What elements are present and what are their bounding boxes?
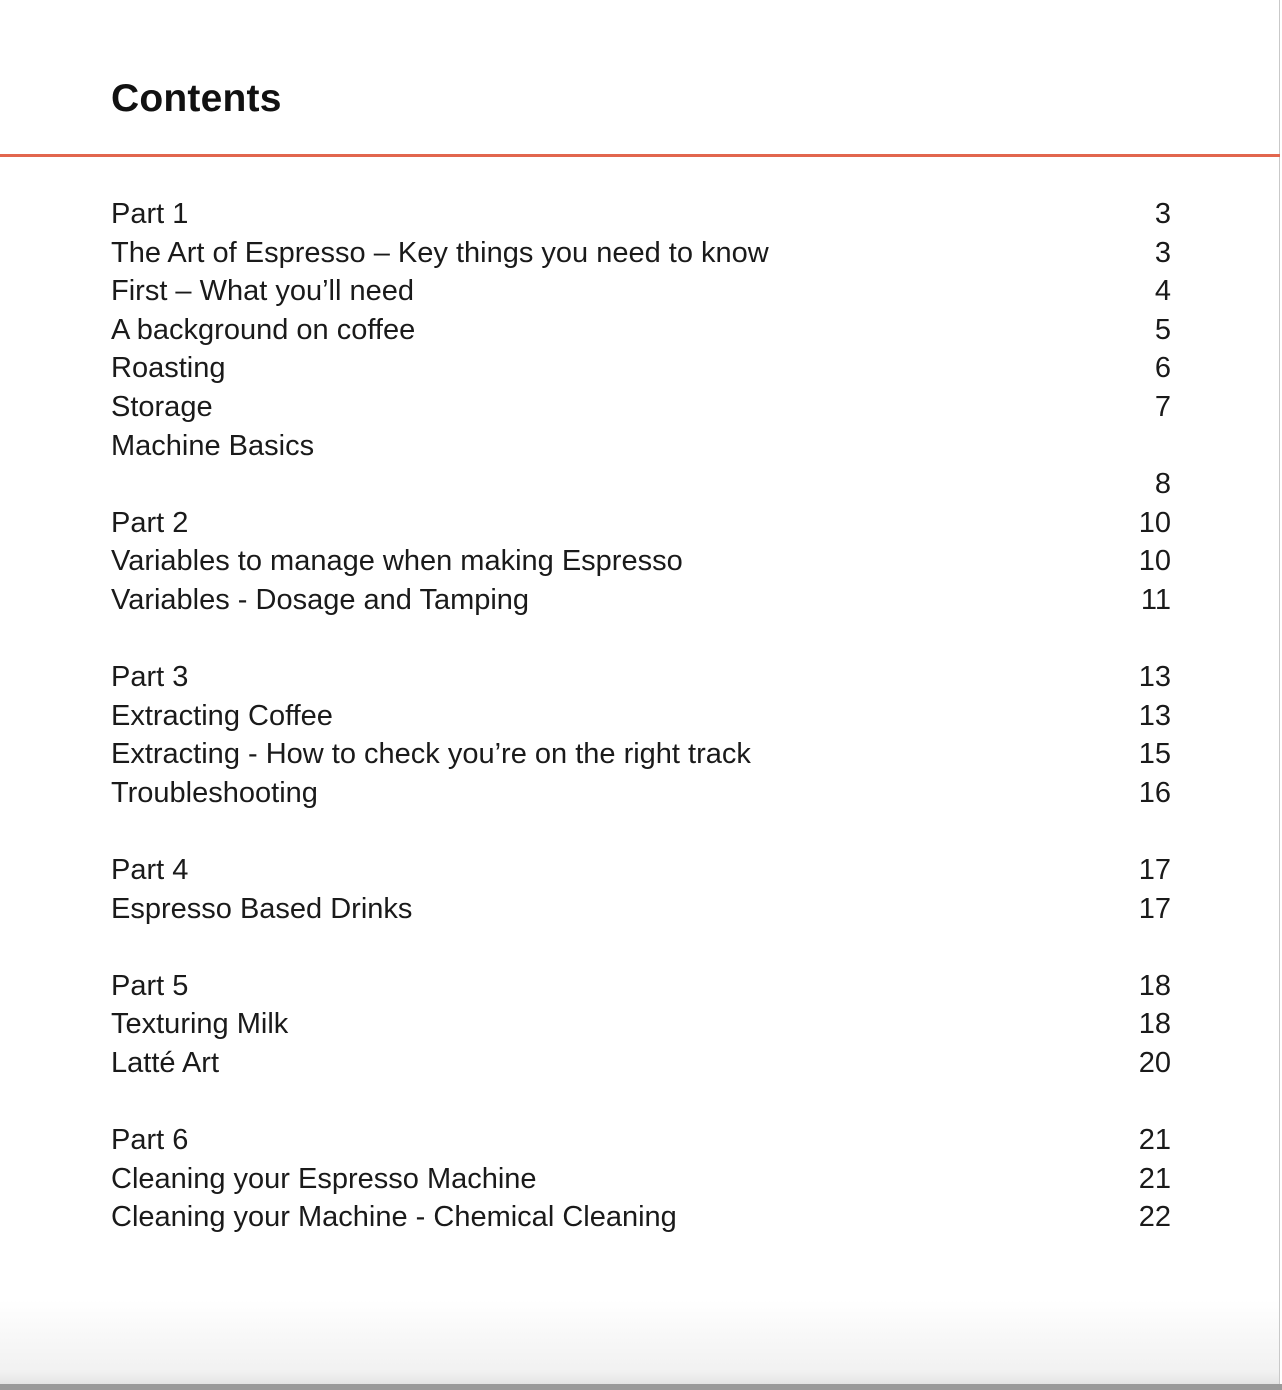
toc-entry-page: 18 [1138, 1008, 1171, 1041]
toc-entry-page: 3 [1154, 198, 1171, 230]
toc-entry [111, 1044, 1171, 1083]
toc-entry-title: Texturing Milk [111, 1008, 289, 1041]
toc-entry-title: Troubleshooting [111, 776, 318, 809]
toc-entry [111, 542, 1171, 581]
toc-entry [111, 465, 1171, 504]
toc-entry-page: 4 [1154, 275, 1171, 308]
toc-entry-page: 8 [1154, 468, 1171, 501]
toc-entry-title: Part 6 [111, 1124, 189, 1157]
section-spacer [111, 928, 1171, 967]
toc-entry-page: 13 [1138, 699, 1171, 732]
toc-entry-title: Latté Art [111, 1047, 220, 1080]
toc-entry-title: Variables to manage when making Espresso [111, 545, 683, 578]
toc-entry-title: Cleaning your Espresso Machine [111, 1162, 537, 1195]
toc-entry [111, 427, 1171, 466]
toc-entry [111, 658, 1171, 697]
section-spacer [111, 813, 1171, 852]
toc-entry-title: Espresso Based Drinks [111, 892, 413, 925]
toc-entry-page: 17 [1138, 892, 1171, 925]
toc-entry [111, 697, 1171, 736]
toc-entry-page: 10 [1138, 545, 1171, 578]
toc-entry-page: 22 [1138, 1201, 1171, 1234]
toc-entry-page: 5 [1154, 313, 1171, 346]
toc-entry [111, 581, 1171, 620]
toc-entry [111, 504, 1171, 543]
toc-entry-page: 21 [1138, 1162, 1171, 1195]
toc-entry-page: 16 [1138, 776, 1171, 809]
toc-entry-page: 11 [1140, 583, 1171, 616]
toc-entry [111, 735, 1171, 774]
toc-entry-page: 20 [1138, 1047, 1171, 1080]
toc-entry-title: Variables - Dosage and Tamping [111, 583, 530, 616]
section-spacer [111, 620, 1171, 659]
viewer-bottom-edge [0, 1384, 1282, 1390]
toc-entry [111, 890, 1171, 929]
toc-entry-title: Extracting Coffee [111, 699, 333, 732]
toc-entry-title: First – What you’ll need [111, 275, 415, 308]
toc-entry-title: Machine Basics [111, 429, 315, 462]
section-spacer [111, 1083, 1171, 1122]
toc-entry-title: Part 2 [111, 506, 189, 539]
toc-entry-page: 7 [1154, 390, 1171, 423]
toc-entry [111, 388, 1171, 427]
toc-entry-page: 18 [1138, 969, 1171, 1002]
toc-entry-title: Part 4 [111, 854, 189, 887]
header-divider [0, 154, 1280, 157]
toc-entry [111, 1121, 1171, 1160]
toc-entry-page: 6 [1154, 352, 1171, 385]
toc-entry [111, 195, 1171, 234]
table-of-contents [111, 195, 1171, 1237]
toc-entry-title: Roasting [111, 352, 226, 385]
toc-entry [111, 967, 1171, 1006]
toc-entry [111, 1198, 1171, 1237]
toc-entry-title: Part 5 [111, 969, 189, 1002]
page-title: Contents [111, 77, 282, 120]
toc-entry [111, 1160, 1171, 1199]
toc-entry-title: Extracting - How to check you’re on the right track [111, 738, 751, 771]
toc-entry-page: 13 [1138, 661, 1171, 694]
toc-entry [111, 272, 1171, 311]
toc-entry-title: A background on coffee [111, 313, 416, 346]
toc-entry [111, 311, 1171, 350]
toc-entry-title: Part 1 [111, 198, 189, 230]
toc-entry-page: 17 [1138, 854, 1171, 887]
toc-entry-title: Cleaning your Machine - Chemical Cleaning [111, 1201, 677, 1234]
toc-entry [111, 349, 1171, 388]
toc-entry-page: 21 [1138, 1124, 1171, 1157]
toc-entry-page: 3 [1154, 236, 1171, 269]
toc-entry [111, 234, 1171, 273]
toc-entry-title: Storage [111, 390, 213, 423]
toc-entry [111, 851, 1171, 890]
toc-entry [111, 1005, 1171, 1044]
toc-entry-title: The Art of Espresso – Key things you need to know [111, 236, 769, 269]
toc-entry-page: 15 [1138, 738, 1171, 771]
toc-entry-title: Part 3 [111, 661, 189, 694]
toc-entry [111, 774, 1171, 813]
toc-entry-page: 10 [1138, 506, 1171, 539]
